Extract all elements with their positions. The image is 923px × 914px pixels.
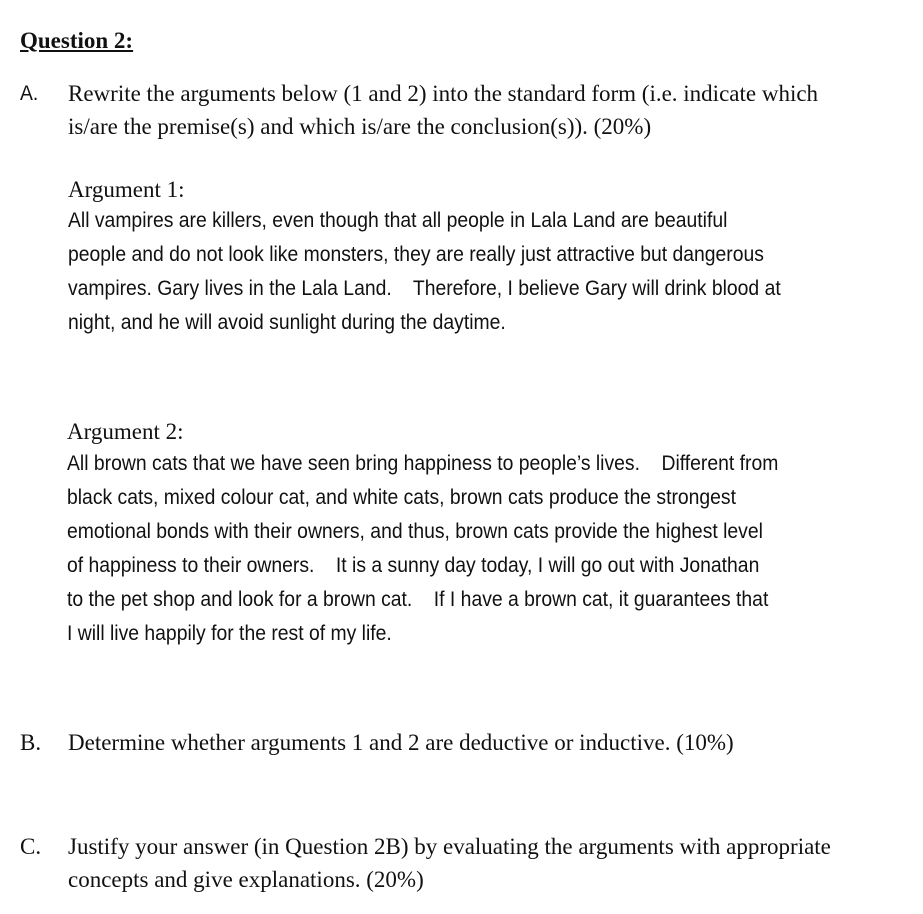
part-c-line-2: concepts and give explanations. (20%) [68, 867, 424, 892]
part-b-marker: B. [20, 730, 42, 755]
part-c-line-1: Justify your answer (in Question 2B) by evaluating the arguments with appropriate [68, 834, 831, 859]
argument-2-line-2: black cats, mixed colour cat, and white cats, brown cats produce the strongest [67, 485, 736, 509]
argument-1-line-1: All vampires are killers, even though that all people in Lala Land are beautiful [68, 208, 728, 232]
argument-2-line-3: emotional bonds with their owners, and thus, brown cats provide the highest level [67, 519, 763, 543]
part-b-instruction: Determine whether arguments 1 and 2 are deductive or inductive. (10%) [68, 730, 734, 755]
argument-2-body [67, 446, 778, 650]
argument-2-line-6: I will live happily for the rest of my life. [67, 621, 392, 645]
argument-2-line-5: to the pet shop and look for a brown cat. If I have a brown cat, it guarantees that [67, 587, 769, 611]
argument-2-line-4: of happiness to their owners. It is a sunny day today, I will go out with Jonathan [67, 553, 760, 577]
argument-1-heading: Argument 1: [68, 177, 185, 202]
part-a-instruction [68, 77, 898, 143]
argument-1-body [68, 203, 815, 339]
part-a-line-2: is/are the premise(s) and which is/are the conclusion(s)). (20%) [68, 114, 652, 139]
part-a-line-1: Rewrite the arguments below (1 and 2) into the standard form (i.e. indicate which [68, 81, 819, 106]
argument-1-line-4: night, and he will avoid sunlight during the daytime. [68, 310, 506, 334]
argument-2-line-1: All brown cats that we have seen bring happiness to people’s lives. Different from [67, 451, 779, 475]
argument-1-line-3: vampires. Gary lives in the Lala Land. Therefore, I believe Gary will drink blood at [68, 276, 781, 300]
argument-1-line-2: people and do not look like monsters, they are really just attractive but dangerous [68, 242, 764, 266]
argument-2-heading: Argument 2: [67, 419, 184, 444]
part-c-instruction [68, 830, 898, 896]
part-c-marker: C. [20, 834, 42, 859]
part-a-marker: A. [20, 81, 39, 105]
question-title: Question 2: [20, 28, 134, 53]
